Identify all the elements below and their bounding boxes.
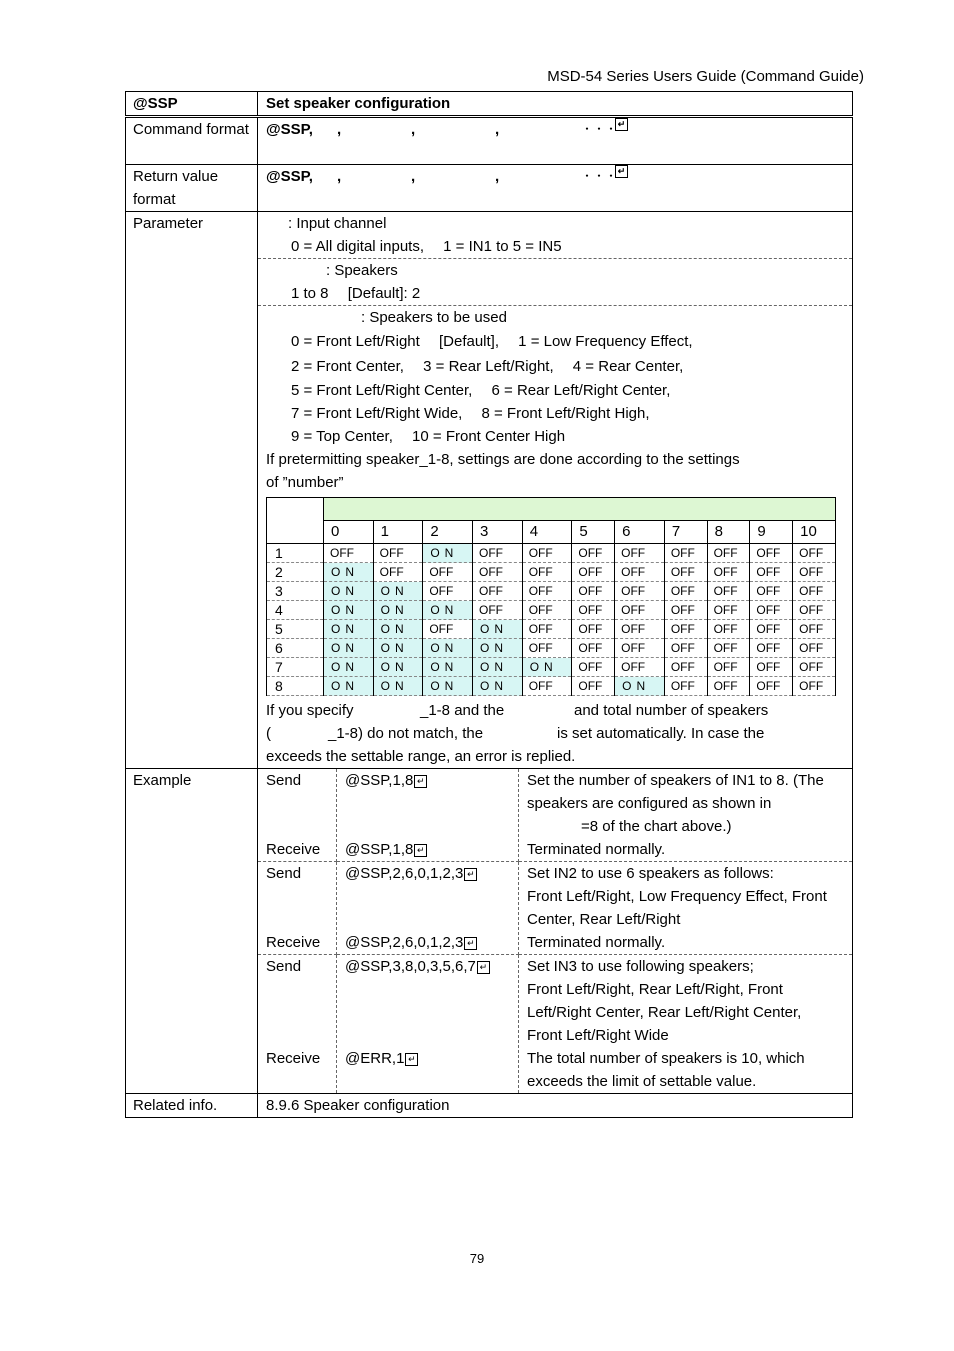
return-icon: ↵: [464, 937, 477, 950]
speaker-cell: OFF: [707, 544, 750, 563]
example-description: Set the number of speakers of IN1 to 8. (The speakers are configured as shown in =8 of the chart above.) Terminated normally.: [519, 769, 853, 862]
page-header: MSD-54 Series Users Guide (Command Guide): [547, 68, 864, 85]
speaker-cell: ON: [615, 677, 665, 696]
receive-command: @ERR,1 ↵: [345, 1047, 518, 1070]
speaker-cell: OFF: [522, 563, 572, 582]
speaker-cell: OFF: [522, 677, 572, 696]
speaker-cell: OFF: [664, 544, 707, 563]
speaker-cell: OFF: [793, 582, 836, 601]
return-icon: ↵: [414, 775, 427, 788]
speaker-type-header: 0: [324, 521, 374, 544]
speaker-cell: OFF: [572, 601, 615, 620]
speaker-cell: OFF: [707, 620, 750, 639]
speaker-type-header: 8: [707, 521, 750, 544]
speaker-cell: OFF: [750, 639, 793, 658]
speaker-cell: OFF: [572, 639, 615, 658]
speaker-cell: OFF: [572, 658, 615, 677]
speaker-cell: OFF: [473, 563, 523, 582]
speaker-type-header: 10: [793, 521, 836, 544]
speaker-cell: OFF: [793, 677, 836, 696]
speaker-table-header-row: [267, 521, 836, 544]
speaker-table-row: [267, 582, 836, 601]
speaker-table-header-band: [324, 498, 836, 521]
return-format-label: Return value format: [126, 165, 258, 212]
return-icon: ↵: [615, 165, 628, 178]
speaker-cell: ON: [423, 544, 473, 563]
param-speakers-used: : Speakers to be used 0 = Front Left/Right [Default], 1 = Low Frequency Effect, 2 = Front Center, 3 = Rear Left/Right, 4 = Rear Center, 5 = Front Left/Right Center, 6 = Rear Left/Right Center, 7 = Front Left/Right Wide, 8 = Front Left/Right High, 9 = Top Center, 10 = Front Center High If pretermitting speaker_1-8, settings are done according to the settings of ”number” 0 1 2 3 4 5 6 7 8 9 10 1 OFF OFF ON OFF OFF OFF OFF OFF OFF OFF OFF 2 ON OFF OFF OFF OFF OFF OFF OFF OFF OFF OFF 3 ON ON OFF OFF OFF OFF OFF OFF OFF OFF OFF 4 ON ON ON OFF OFF OFF OFF OFF OFF OFF OFF 5 ON ON OFF ON OFF OFF OFF OFF OFF OFF OFF 6 ON ON ON ON OFF OFF OFF OFF OFF OFF OFF 7 ON ON ON ON ON OFF OFF OFF OFF OFF OFF 8 ON ON ON ON OFF OFF ON OFF OFF OFF OFF If you specify _1-8 and the and total number of speakers ( _1-8) do not match, the is set automatically. In case the exceeds the settable range, an error is replied.: [258, 306, 852, 768]
speaker-cell: OFF: [423, 563, 473, 582]
speaker-count-label: 4: [267, 601, 324, 620]
speaker-cell: OFF: [572, 544, 615, 563]
speaker-cell: OFF: [373, 544, 423, 563]
command-header-row: [126, 92, 853, 117]
speaker-cell: OFF: [664, 563, 707, 582]
speaker-count-label: 1: [267, 544, 324, 563]
speaker-cell: ON: [473, 639, 523, 658]
parameter-label: Parameter: [126, 212, 258, 769]
speaker-cell: OFF: [615, 582, 665, 601]
speaker-type-header: 3: [473, 521, 523, 544]
send-command: @SSP,3,8,0,3,5,6,7 ↵: [345, 955, 518, 978]
speaker-cell: OFF: [473, 544, 523, 563]
speaker-cell: ON: [423, 639, 473, 658]
example-label: Example: [126, 769, 258, 1094]
speaker-type-header: 7: [664, 521, 707, 544]
speaker-cell: OFF: [664, 620, 707, 639]
speaker-cell: OFF: [793, 563, 836, 582]
speaker-cell: OFF: [615, 601, 665, 620]
speaker-cell: OFF: [664, 639, 707, 658]
return-icon: ↵: [414, 844, 427, 857]
speaker-cell: OFF: [572, 620, 615, 639]
speaker-count-label: 6: [267, 639, 324, 658]
speaker-cell: OFF: [750, 620, 793, 639]
command-format: @SSP, , , , ・・・ ↵: [266, 118, 852, 164]
speaker-cell: OFF: [324, 544, 374, 563]
note-line-3: exceeds the settable range, an error is replied.: [266, 748, 576, 765]
speaker-cell: OFF: [707, 563, 750, 582]
speaker-cell: OFF: [750, 563, 793, 582]
speaker-table-row: [267, 677, 836, 696]
return-icon: ↵: [405, 1053, 418, 1066]
speaker-cell: ON: [324, 563, 374, 582]
example-2: Send Receive @SSP,2,6,0,1,2,3 ↵ @SSP,2,6,0,1,2,3 ↵ Set IN2 to use 6 speakers as follows: Front Left/Right, Low Frequency Effect, Front Center, Rear Left/Right Terminated normally.: [258, 862, 852, 955]
parameter-row: [126, 212, 853, 769]
speaker-count-label: 7: [267, 658, 324, 677]
speaker-cell: OFF: [522, 620, 572, 639]
speaker-table-top-row: [267, 498, 836, 521]
example-3: Send Receive @SSP,3,8,0,3,5,6,7 ↵ @ERR,1 ↵ Set IN3 to use following speakers; Front Left/Right, Rear Left/Right, Front Left/Right Center, Rear Left/Right Center, Front Left/Right Wide The total number of speakers is 10, which exceeds the limit of settable value.: [258, 955, 852, 1094]
note-line-1: If you specify _1-8 and the and total number of speakers: [266, 702, 769, 719]
speaker-cell: OFF: [750, 658, 793, 677]
example-row: [126, 769, 853, 1094]
speaker-cell: ON: [373, 582, 423, 601]
speaker-table-row: [267, 658, 836, 677]
speaker-count-label: 8: [267, 677, 324, 696]
speaker-type-header: 4: [522, 521, 572, 544]
return-icon: ↵: [477, 961, 490, 974]
command-format-label: Command format: [126, 117, 258, 165]
speaker-cell: OFF: [373, 563, 423, 582]
speaker-type-header: 5: [572, 521, 615, 544]
speaker-table-row: [267, 601, 836, 620]
speaker-cell: OFF: [707, 639, 750, 658]
speaker-cell: OFF: [664, 658, 707, 677]
speaker-cell: OFF: [750, 544, 793, 563]
speaker-cell: OFF: [707, 582, 750, 601]
speaker-cell: ON: [373, 620, 423, 639]
speaker-cell: OFF: [572, 563, 615, 582]
speaker-cell: ON: [324, 658, 374, 677]
param-input-channel: : Input channel 0 = All digital inputs, 1 = IN1 to 5 = IN5: [258, 212, 852, 259]
send-command: @SSP,2,6,0,1,2,3 ↵: [345, 862, 518, 885]
return-icon: ↵: [615, 118, 628, 131]
speaker-cell: OFF: [615, 658, 665, 677]
return-format: @SSP, , , , ・・・ ↵: [266, 165, 852, 211]
return-format-row: [126, 165, 853, 212]
speaker-cell: OFF: [423, 582, 473, 601]
example-description: Set IN3 to use following speakers; Front Left/Right, Rear Left/Right, Front Left/Right Center, Rear Left/Right Center, Front Left/Right Wide The total number of speakers is 10, which exceeds the limit of settable value.: [527, 958, 805, 1090]
command-format-row: [126, 117, 853, 165]
related-info-label: Related info.: [126, 1094, 258, 1118]
page-number: 79: [469, 1251, 485, 1266]
speaker-cell: ON: [373, 677, 423, 696]
speaker-count-label: 3: [267, 582, 324, 601]
speaker-cell: ON: [473, 620, 523, 639]
speaker-cell: OFF: [664, 582, 707, 601]
speaker-cell: OFF: [750, 677, 793, 696]
speaker-cell: OFF: [522, 582, 572, 601]
receive-command: @SSP,2,6,0,1,2,3 ↵: [345, 931, 518, 954]
speaker-type-header: 1: [373, 521, 423, 544]
speaker-cell: ON: [473, 677, 523, 696]
speaker-cell: ON: [324, 601, 374, 620]
speaker-type-header: 6: [615, 521, 665, 544]
speaker-cell: OFF: [522, 544, 572, 563]
speaker-type-header: 2: [423, 521, 473, 544]
speaker-cell: OFF: [522, 639, 572, 658]
speaker-cell: ON: [423, 601, 473, 620]
note-line-2: ( _1-8) do not match, the is set automatically. In case the: [266, 725, 765, 742]
speaker-cell: OFF: [664, 677, 707, 696]
speaker-cell: OFF: [473, 601, 523, 620]
speaker-cell: ON: [473, 658, 523, 677]
speaker-cell: ON: [324, 620, 374, 639]
example-1: Send Receive @SSP,1,8 ↵ @SSP,1,8 ↵ Set the number of speakers of IN1 to 8. (The speakers are configured as shown in =8 of the chart above.) Terminated normally.: [258, 769, 852, 862]
speaker-cell: OFF: [793, 658, 836, 677]
speaker-cell: OFF: [793, 639, 836, 658]
speaker-table-row: [267, 639, 836, 658]
speaker-cell: ON: [423, 658, 473, 677]
speaker-cell: ON: [423, 677, 473, 696]
speaker-cell: OFF: [572, 677, 615, 696]
speaker-cell: OFF: [750, 601, 793, 620]
speaker-cell: OFF: [615, 639, 665, 658]
receive-command: @SSP,1,8 ↵: [345, 838, 518, 861]
speaker-cell: OFF: [707, 601, 750, 620]
command-name: @SSP: [126, 92, 258, 117]
command-table: [125, 91, 853, 1118]
example-table: [258, 769, 852, 1093]
speaker-cell: OFF: [750, 582, 793, 601]
speaker-cell: OFF: [615, 544, 665, 563]
related-info-value: 8.9.6 Speaker configuration: [258, 1094, 853, 1118]
speaker-cell: ON: [324, 639, 374, 658]
speaker-cell: OFF: [615, 620, 665, 639]
speaker-cell: OFF: [423, 620, 473, 639]
speaker-count-label: 2: [267, 563, 324, 582]
speaker-cell: OFF: [707, 658, 750, 677]
speaker-cell: ON: [373, 658, 423, 677]
example-description: Set IN2 to use 6 speakers as follows: Front Left/Right, Low Frequency Effect, Front Center, Rear Left/Right Terminated normally.: [519, 862, 853, 955]
speaker-cell: OFF: [664, 601, 707, 620]
speaker-type-header: 9: [750, 521, 793, 544]
speaker-cell: ON: [373, 639, 423, 658]
speaker-cell: OFF: [572, 582, 615, 601]
speaker-cell: OFF: [793, 544, 836, 563]
speaker-table-row: [267, 620, 836, 639]
speaker-table-row: [267, 563, 836, 582]
speaker-cell: OFF: [522, 601, 572, 620]
send-command: @SSP,1,8 ↵: [345, 769, 518, 792]
speaker-table-row: [267, 544, 836, 563]
param-speakers: : Speakers 1 to 8 [Default]: 2: [258, 259, 852, 306]
speaker-cell: OFF: [793, 620, 836, 639]
speaker-cell: OFF: [615, 563, 665, 582]
speaker-table-corner: [267, 498, 324, 544]
speaker-cell: OFF: [793, 601, 836, 620]
command-title: Set speaker configuration: [258, 92, 853, 117]
speaker-cell: OFF: [473, 582, 523, 601]
speaker-cell: ON: [522, 658, 572, 677]
speaker-cell: OFF: [707, 677, 750, 696]
speaker-table: [266, 497, 836, 696]
return-icon: ↵: [464, 868, 477, 881]
speaker-cell: ON: [324, 582, 374, 601]
speaker-count-label: 5: [267, 620, 324, 639]
related-info-row: [126, 1094, 853, 1118]
speaker-cell: ON: [373, 601, 423, 620]
speaker-cell: ON: [324, 677, 374, 696]
